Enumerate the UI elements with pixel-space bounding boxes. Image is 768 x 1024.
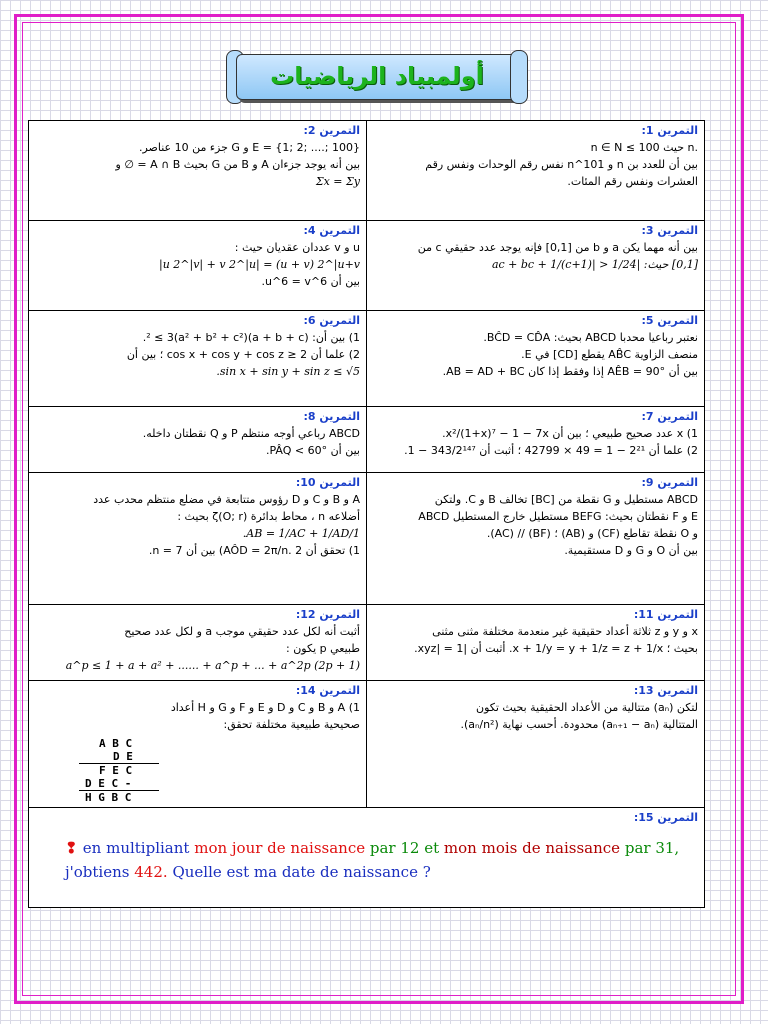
- exercise-13: [367, 681, 705, 808]
- exercise-3-line: بين أنه مهما يكن a و b من [0,1] فإنه يوجد عدد حقيقي c من: [417, 241, 698, 254]
- exercise-12-heading: التمرين 12:: [295, 608, 360, 621]
- exercise-13-line: المتتالية (aₙ₊₁ − aₙ) محدودة. أحسب نهاية (aₙ/n²).: [460, 718, 698, 731]
- exercise-1-line: .n حيث 100 ≥ n ∈ N: [590, 141, 698, 154]
- exercise-6-line: 1) بين أن: (a + b + c)² ≤ 3(a² + b² + c²).: [142, 331, 360, 344]
- exercise-10-line: A و B و C و D رؤوس متتابعة في مضلع منتظم محدب عدد: [93, 493, 360, 506]
- exercise-12: [29, 605, 367, 681]
- exercise-5-line: بين أن AÊB = 90° إذا وفقط إذا كان AB = AD + BC.: [442, 365, 698, 378]
- exercise-6: [29, 311, 367, 407]
- mult-row: D E: [113, 750, 133, 763]
- exercise-15: [29, 808, 705, 908]
- text-jobtiens: j'obtiens: [65, 863, 130, 881]
- exercise-1: [367, 121, 705, 221]
- exercise-7-heading: التمرين 7:: [641, 410, 698, 423]
- exercise-1-line: العشرات ونفس رقم المئات.: [567, 175, 698, 188]
- exercise-6-line: sin x + sin y + sin z ≤ √5.: [216, 365, 360, 378]
- exercise-2: [29, 121, 367, 221]
- mult-row: D E C -: [85, 777, 132, 790]
- exercise-3-line: [0,1] حيث: |ac + bc + 1/(c+1)| > 1/24: [491, 258, 698, 271]
- exercise-5-heading: التمرين 5:: [641, 314, 698, 327]
- mult-row: H G B C: [85, 791, 132, 804]
- exercise-7-line: 2) علما أن 2²¹ − 1 = 49 × 42799 ؛ أثبت أن 343/2¹⁴⁷ − 1.: [404, 444, 698, 457]
- exercise-3: [367, 221, 705, 311]
- exercise-15-heading: التمرين 15:: [633, 811, 698, 824]
- exercise-14: [29, 681, 367, 808]
- exercise-13-heading: التمرين 13:: [633, 684, 698, 697]
- exercise-11-line: بحيث ؛ x + 1/y = y + 1/z = z + 1/x. أثبت أن |xyz| = 1.: [414, 642, 698, 655]
- exercise-11-line: x و y و z ثلاثة أعداد حقيقية غير منعدمة مختلفة مثنى مثنى: [432, 625, 698, 638]
- exercise-6-line: 2) علما أن cos x + cos y + cos z ≥ 2 ؛ بين أن: [126, 348, 360, 361]
- exercise-8: [29, 407, 367, 473]
- text-en-multipliant: en multipliant: [82, 839, 190, 857]
- exercise-15-text: [35, 826, 698, 902]
- exercise-9-heading: التمرين 9:: [641, 476, 698, 489]
- text-jour: mon jour de naissance: [194, 839, 366, 857]
- exercises-table: [28, 120, 705, 908]
- exercise-4-line: بين أن u^6 = v^6.: [261, 275, 360, 288]
- exercise-2-line: Σx = Σy: [315, 175, 360, 188]
- exercise-10-line: 1/AB = 1/AC + 1/AD.: [242, 527, 360, 540]
- exercise-4-heading: التمرين 4:: [303, 224, 360, 237]
- exercise-8-line: ABCD رباعي أوجه منتظم P و Q نقطتان داخله.: [142, 427, 360, 440]
- exercise-5: [367, 311, 705, 407]
- exercise-2-heading: التمرين 2:: [303, 124, 360, 137]
- text-442: 442.: [134, 863, 168, 881]
- exercise-11: [367, 605, 705, 681]
- exercise-1-line: بين أن للعدد بن n و n^101 نفس رقم الوحدات ونفس رقم: [425, 158, 698, 171]
- multiplication-puzzle: [65, 737, 360, 804]
- exercise-9-line: و O نقطة تقاطع (CF) و (AB) ؛ (BF) // (AC).: [486, 527, 698, 540]
- mult-row: A B C: [99, 737, 133, 750]
- exercise-5-line: نعتبر رباعيا محدبا ABCD بحيث: BĈD = CD̂A.: [483, 331, 698, 344]
- exercise-9-line: بين أن O و G و D مستقيمية.: [564, 544, 698, 557]
- exercise-9-line: ABCD مستطيل و G نقطة من [BC] تخالف B و C. ولتكن: [434, 493, 698, 506]
- bullet-icon: ❢: [65, 839, 83, 857]
- exercise-9: [367, 473, 705, 605]
- exercise-5-line: منصف الزاوية AB̂C يقطع [CD] في E.: [521, 348, 698, 361]
- exercise-10: [29, 473, 367, 605]
- exercise-4: [29, 221, 367, 311]
- exercise-13-line: لتكن (aₙ) متتالية من الأعداد الحقيقية بحيث تكون: [475, 701, 698, 714]
- exercise-14-heading: التمرين 14:: [295, 684, 360, 697]
- exercise-2-line: بين أنه يوجد جزءان A و B من G بحيث A ∩ B = ∅ و: [115, 158, 360, 171]
- exercise-3-heading: التمرين 3:: [641, 224, 698, 237]
- text-par-12: par 12 et: [369, 839, 440, 857]
- exercise-6-heading: التمرين 6:: [303, 314, 360, 327]
- exercise-8-line: بين أن PÂQ < 60°.: [265, 444, 360, 457]
- exercise-7: [367, 407, 705, 473]
- exercise-10-line: 1) تحقق أن AÔD = 2π/n. 2) بين أن n = 7.: [148, 544, 360, 557]
- exercise-10-line: أضلاعه n ، محاط بدائرة ζ(O; r) بحيث :: [177, 510, 360, 523]
- exercise-12-line: (2p + 1) a^p ≤ 1 + a + a² + ...... + a^p + ... + a^2p: [65, 659, 360, 672]
- exercise-2-line: E = {1; 2; ....; 100} و G جزء من 10 عناصر.: [138, 141, 360, 154]
- title-banner: [222, 48, 532, 104]
- mult-row: F E C: [99, 764, 133, 777]
- exercise-8-heading: التمرين 8:: [303, 410, 360, 423]
- exercise-1-heading: التمرين 1:: [641, 124, 698, 137]
- exercise-9-line: E و F نقطتان بحيث: BEFG مستطيل خارج المستطيل ABCD: [418, 510, 698, 523]
- exercise-14-line: 1) A و B و C و D و E و F و G و H أعداد: [170, 701, 360, 714]
- exercise-12-line: أثبت أنه لكل عدد حقيقي موجب a و لكل عدد صحيح: [124, 625, 360, 638]
- exercise-11-heading: التمرين 11:: [633, 608, 698, 621]
- exercise-4-line: u 2^|v| + v 2^|u| = (u + v) 2^|u+v|: [158, 258, 360, 271]
- exercise-7-line: 1) x عدد صحيح طبيعي ؛ بين أن x²/(1+x)⁷ − 1 − 7x.: [442, 427, 698, 440]
- exercise-4-line: u و v عددان عقديان حيث :: [234, 241, 360, 254]
- exercise-12-line: طبيعي p يكون :: [286, 642, 360, 655]
- text-par-31: par 31,: [624, 839, 680, 857]
- text-mois: mon mois de naissance: [443, 839, 621, 857]
- text-question: Quelle est ma date de naissance ?: [172, 863, 431, 881]
- page-title: أولمبياد الرياضيات: [270, 62, 484, 90]
- exercise-14-line: صحيحية طبيعية مختلفة تحقق:: [223, 718, 360, 731]
- exercise-10-heading: التمرين 10:: [295, 476, 360, 489]
